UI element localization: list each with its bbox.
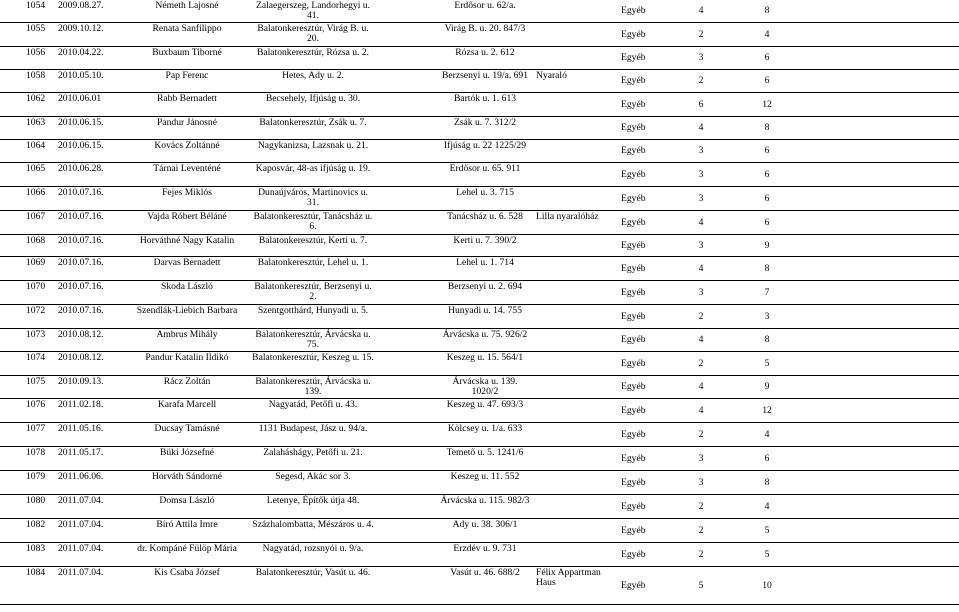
row-address: Százhalombatta, Mészáros u. 4. xyxy=(252,519,374,530)
row-name: Skoda László xyxy=(161,281,213,292)
row-id: 1056 xyxy=(26,47,46,58)
row-count-b: 5 xyxy=(764,524,770,536)
row-date: 2010.08.12. xyxy=(58,329,104,340)
row-address: Zalaháshágy, Petőfi u. 21. xyxy=(263,447,363,458)
row-id: 1077 xyxy=(26,423,46,434)
row-id: 1066 xyxy=(26,187,46,198)
row-id: 1062 xyxy=(26,93,46,104)
row-category: Egyéb xyxy=(621,4,646,16)
table-row xyxy=(0,0,959,22)
row-count-b: 5 xyxy=(764,548,770,560)
row-location: Berzsenyi u. 19/a. 691 xyxy=(441,70,529,81)
row-address: Dunaújváros, Martinovics u. 31. xyxy=(258,187,368,209)
table-row xyxy=(0,470,959,494)
row-date: 2011.02.18. xyxy=(58,399,104,410)
row-address: Balatonkeresztúr, Keszeg u. 15. xyxy=(252,352,374,363)
row-location: Keszeg u. 47. 693/3 xyxy=(446,399,524,410)
row-date: 2011.06.06. xyxy=(58,471,104,482)
row-id: 1074 xyxy=(26,352,46,363)
row-location: Berzsenyi u. 2. 694 xyxy=(447,281,523,292)
row-name: Bíró Attila Imre xyxy=(156,519,218,530)
row-id: 1068 xyxy=(26,235,46,246)
table-row xyxy=(0,446,959,470)
table-row xyxy=(0,139,959,162)
row-count-b: 6 xyxy=(764,144,770,156)
row-address: Kaposvár, 48-as ifjúság u. 19. xyxy=(255,163,371,174)
row-name: Ducsay Tamásné xyxy=(154,423,220,434)
row-name: Pandur Jánosné xyxy=(157,117,217,128)
row-location: Rózsa u. 2. 612 xyxy=(455,47,515,58)
row-location: Árvácska u. 115. 982/3 xyxy=(440,495,530,506)
row-count-b: 4 xyxy=(764,28,770,40)
row-count-a: 2 xyxy=(698,524,704,536)
row-address: Balatonkeresztúr, Zsák u. 7. xyxy=(259,117,367,128)
row-date: 2010.07.16. xyxy=(58,257,104,268)
row-date: 2010.07.16. xyxy=(58,305,104,316)
row-location: Temető u. 5. 1241/6 xyxy=(446,447,524,458)
row-name: Horváth Sándorné xyxy=(151,471,223,482)
table-row xyxy=(0,542,959,566)
row-category: Egyéb xyxy=(621,262,646,274)
row-date: 2011.07.04. xyxy=(58,543,104,554)
row-category: Egyéb xyxy=(621,404,646,416)
row-count-a: 4 xyxy=(698,121,704,133)
row-count-b: 9 xyxy=(764,380,770,392)
row-category: Egyéb xyxy=(621,98,646,110)
row-date: 2010.07.16. xyxy=(58,187,104,198)
row-name: Domsa László xyxy=(159,495,215,506)
row-location: Lehel u. 1. 714 xyxy=(456,257,514,268)
row-id: 1076 xyxy=(26,399,46,410)
row-location: Erzdév u. 9. 731 xyxy=(453,543,517,554)
row-count-a: 4 xyxy=(698,333,704,345)
row-date: 2010.04.22. xyxy=(58,47,104,58)
row-count-a: 3 xyxy=(698,239,704,251)
row-date: 2009.10.12. xyxy=(58,23,104,34)
row-location: Virág B. u. 20. 847/3 xyxy=(444,23,526,34)
row-address: Zalaegerszeg, Landorhegyi u. 41. xyxy=(255,0,370,22)
row-id: 1078 xyxy=(26,447,46,458)
row-location: Kerti u. 7. 390/2 xyxy=(453,235,517,246)
row-count-a: 4 xyxy=(698,216,704,228)
table-row xyxy=(0,22,959,46)
row-id: 1075 xyxy=(26,376,46,387)
table-bottom-border xyxy=(0,604,959,605)
table-row xyxy=(0,186,959,210)
row-category: Egyéb xyxy=(621,286,646,298)
row-count-b: 6 xyxy=(764,74,770,86)
table-row xyxy=(0,375,959,398)
table-row xyxy=(0,210,959,234)
row-name: Vajda Róbert Béláné xyxy=(147,211,227,222)
row-count-b: 7 xyxy=(764,286,770,298)
row-name: Ambrus Mihály xyxy=(156,329,218,340)
row-address: Balatonkeresztúr, Vasút u. 46. xyxy=(255,567,371,578)
row-id: 1079 xyxy=(26,471,46,482)
row-name: Buxbaum Tiborné xyxy=(152,47,222,58)
table-row xyxy=(0,116,959,139)
row-name: Szendlák-Liebich Barbara xyxy=(136,305,238,316)
row-date: 2010.06.01 xyxy=(58,93,102,104)
row-count-b: 8 xyxy=(764,121,770,133)
row-date: 2010.07.16. xyxy=(58,281,104,292)
row-count-b: 6 xyxy=(764,168,770,180)
row-name: Kovács Zoltánné xyxy=(154,140,220,151)
row-count-b: 8 xyxy=(764,262,770,274)
row-category: Egyéb xyxy=(621,144,646,156)
table-row xyxy=(0,69,959,92)
table-row xyxy=(0,328,959,351)
row-count-b: 6 xyxy=(764,51,770,63)
row-category: Egyéb xyxy=(621,452,646,464)
table-row xyxy=(0,566,959,604)
row-location: Erdősor u. 62/a. xyxy=(454,0,516,11)
row-id: 1069 xyxy=(26,257,46,268)
table-row xyxy=(0,162,959,186)
row-id: 1084 xyxy=(26,567,46,578)
row-address: Balatonkeresztúr, Árvácska u. 139. xyxy=(255,376,371,398)
table-row xyxy=(0,256,959,280)
row-location: Ady u. 38. 306/1 xyxy=(452,519,518,530)
row-location: Vasút u. 46. 688/2 xyxy=(450,567,520,578)
row-name: Büki Józsefné xyxy=(159,447,215,458)
row-count-a: 2 xyxy=(698,74,704,86)
row-count-b: 3 xyxy=(764,310,770,322)
row-id: 1055 xyxy=(26,23,46,34)
row-count-a: 2 xyxy=(698,28,704,40)
row-name: Darvas Bernadett xyxy=(153,257,221,268)
row-address: Szentgotthárd, Hunyadi u. 5. xyxy=(257,305,369,316)
row-address: Nagyatád, Petőfi u. 43. xyxy=(268,399,358,410)
row-name: Pap Ferenc xyxy=(165,70,209,81)
row-date: 2010.08.12. xyxy=(58,352,104,363)
row-count-b: 6 xyxy=(764,192,770,204)
row-address: Hetes, Ady u. 2. xyxy=(282,70,344,81)
row-id: 1070 xyxy=(26,281,46,292)
row-address: Segesd, Akác sor 3. xyxy=(275,471,351,482)
row-id: 1082 xyxy=(26,519,46,530)
row-count-b: 12 xyxy=(762,98,772,110)
row-category: Egyéb xyxy=(621,357,646,369)
row-date: 2011.07.04. xyxy=(58,495,104,506)
row-count-a: 2 xyxy=(698,310,704,322)
row-count-b: 9 xyxy=(764,239,770,251)
row-category: Egyéb xyxy=(621,380,646,392)
row-count-a: 3 xyxy=(698,192,704,204)
row-count-b: 6 xyxy=(764,216,770,228)
row-id: 1083 xyxy=(26,543,46,554)
row-count-a: 4 xyxy=(698,4,704,16)
row-category: Egyéb xyxy=(621,51,646,63)
row-type: Félix Appartman Haus xyxy=(536,567,601,589)
row-category: Egyéb xyxy=(621,168,646,180)
row-name: Karafa Marcell xyxy=(157,399,217,410)
row-date: 2010.07.16. xyxy=(58,211,104,222)
row-count-a: 3 xyxy=(698,286,704,298)
row-name: Rácz Zoltán xyxy=(163,376,211,387)
row-count-a: 3 xyxy=(698,476,704,488)
row-date: 2010.05.10. xyxy=(58,70,104,81)
row-name: Renata Sanfilippo xyxy=(152,23,222,34)
row-count-b: 8 xyxy=(764,333,770,345)
row-category: Egyéb xyxy=(621,333,646,345)
row-address: Becsehely, Ifjúság u. 30. xyxy=(265,93,361,104)
row-address: Balatonkeresztúr, Berzsenyi u. 2. xyxy=(254,281,372,303)
row-location: Keszeg u. 11. 552 xyxy=(450,471,520,482)
row-address: Balatonkeresztúr, Lehel u. 1. xyxy=(257,257,369,268)
row-name: dr. Kompáné Fülöp Mária xyxy=(137,543,237,554)
row-category: Egyéb xyxy=(621,28,646,40)
row-count-a: 3 xyxy=(698,452,704,464)
row-type: Lilla nyaralóház xyxy=(536,211,599,222)
row-address: Balatonkeresztúr, Tanácsház u. 6. xyxy=(253,211,373,233)
row-id: 1073 xyxy=(26,329,46,340)
table-row xyxy=(0,46,959,69)
row-id: 1058 xyxy=(26,70,46,81)
row-date: 2010.06.15. xyxy=(58,140,104,151)
row-count-a: 2 xyxy=(698,357,704,369)
row-date: 2010.07.16. xyxy=(58,235,104,246)
row-count-a: 3 xyxy=(698,168,704,180)
row-date: 2010.09.13. xyxy=(58,376,104,387)
row-address: Balatonkeresztúr, Kerti u. 7. xyxy=(258,235,368,246)
row-name: Fejes Miklós xyxy=(162,187,212,198)
row-count-a: 5 xyxy=(698,579,704,591)
table-row xyxy=(0,422,959,446)
row-location: Kölcsey u. 1/a. 633 xyxy=(447,423,523,434)
row-date: 2011.07.04. xyxy=(58,567,104,578)
row-name: Kis Csaba József xyxy=(154,567,220,578)
row-name: Tárnai Leventéné xyxy=(153,163,221,174)
row-count-b: 4 xyxy=(764,500,770,512)
row-location: Zsák u. 7. 312/2 xyxy=(453,117,517,128)
row-category: Egyéb xyxy=(621,121,646,133)
row-id: 1067 xyxy=(26,211,46,222)
row-location: Ifjúság u. 22 1225/29 xyxy=(443,140,527,151)
row-category: Egyéb xyxy=(621,524,646,536)
row-count-a: 2 xyxy=(698,548,704,560)
row-date: 2009.08.27. xyxy=(58,0,104,11)
table-row xyxy=(0,351,959,375)
row-location: Bartók u. 1. 613 xyxy=(453,93,517,104)
row-location: Lehel u. 3. 715 xyxy=(456,187,514,198)
row-count-b: 6 xyxy=(764,452,770,464)
row-category: Egyéb xyxy=(621,310,646,322)
row-date: 2011.05.16. xyxy=(58,423,104,434)
row-name: Horváthné Nagy Katalin xyxy=(139,235,235,246)
row-count-a: 6 xyxy=(698,98,704,110)
row-location: Keszeg u. 15. 564/1 xyxy=(446,352,524,363)
row-location: Árvácska u. 139. 1020/2 xyxy=(452,376,518,398)
row-count-b: 8 xyxy=(764,4,770,16)
table-row xyxy=(0,518,959,542)
row-address: Letenye, Építők útja 48. xyxy=(266,495,360,506)
row-count-b: 4 xyxy=(764,428,770,440)
row-category: Egyéb xyxy=(621,239,646,251)
row-name: Pandur Katalin Ildikó xyxy=(145,352,229,363)
table-row xyxy=(0,398,959,422)
row-count-a: 4 xyxy=(698,380,704,392)
row-category: Egyéb xyxy=(621,579,646,591)
row-id: 1080 xyxy=(26,495,46,506)
row-count-b: 8 xyxy=(764,476,770,488)
row-count-a: 3 xyxy=(698,51,704,63)
row-count-a: 4 xyxy=(698,404,704,416)
row-address: Nagyatád, rozsnyói u. 9/a. xyxy=(262,543,364,554)
row-address: Balatonkeresztúr, Rózsa u. 2. xyxy=(256,47,370,58)
row-date: 2010.06.15. xyxy=(58,117,104,128)
row-location: Erdősor u. 65. 911 xyxy=(449,163,521,174)
row-count-b: 10 xyxy=(762,579,772,591)
row-address: Nagykanizsa, Lazsnak u. 21. xyxy=(257,140,369,151)
row-date: 2011.07.04. xyxy=(58,519,104,530)
row-count-b: 5 xyxy=(764,357,770,369)
row-category: Egyéb xyxy=(621,192,646,204)
table-row xyxy=(0,304,959,328)
row-name: Németh Lajosné xyxy=(155,0,219,11)
row-count-a: 4 xyxy=(698,262,704,274)
row-name: Rabb Bernadett xyxy=(157,93,217,104)
row-category: Egyéb xyxy=(621,74,646,86)
row-category: Egyéb xyxy=(621,428,646,440)
row-count-a: 3 xyxy=(698,144,704,156)
row-location: Hunyadi u. 14. 755 xyxy=(448,305,522,316)
table-row xyxy=(0,494,959,518)
row-location: Tanácsház u. 6. 528 xyxy=(447,211,523,222)
table-row xyxy=(0,234,959,256)
row-date: 2010.06.28. xyxy=(58,163,104,174)
row-category: Egyéb xyxy=(621,548,646,560)
row-id: 1054 xyxy=(26,0,46,11)
row-category: Egyéb xyxy=(621,500,646,512)
row-id: 1072 xyxy=(26,305,46,316)
row-id: 1064 xyxy=(26,140,46,151)
row-count-b: 12 xyxy=(762,404,772,416)
row-address: Balatonkeresztúr, Árvácska u. 75. xyxy=(255,329,371,351)
row-date: 2011.05.17. xyxy=(58,447,104,458)
row-type: Nyaraló xyxy=(536,70,567,81)
row-category: Egyéb xyxy=(621,476,646,488)
table-row xyxy=(0,92,959,116)
row-location: Árvácska u. 75. 926/2 xyxy=(442,329,528,340)
row-address: Balatonkeresztúr, Virág B. u. 20. xyxy=(257,23,369,45)
row-count-a: 2 xyxy=(698,428,704,440)
table-row xyxy=(0,280,959,304)
row-count-a: 2 xyxy=(698,500,704,512)
row-category: Egyéb xyxy=(621,216,646,228)
row-id: 1065 xyxy=(26,163,46,174)
row-id: 1063 xyxy=(26,117,46,128)
row-address: 1131 Budapest, Jász u. 94/a. xyxy=(258,423,368,434)
